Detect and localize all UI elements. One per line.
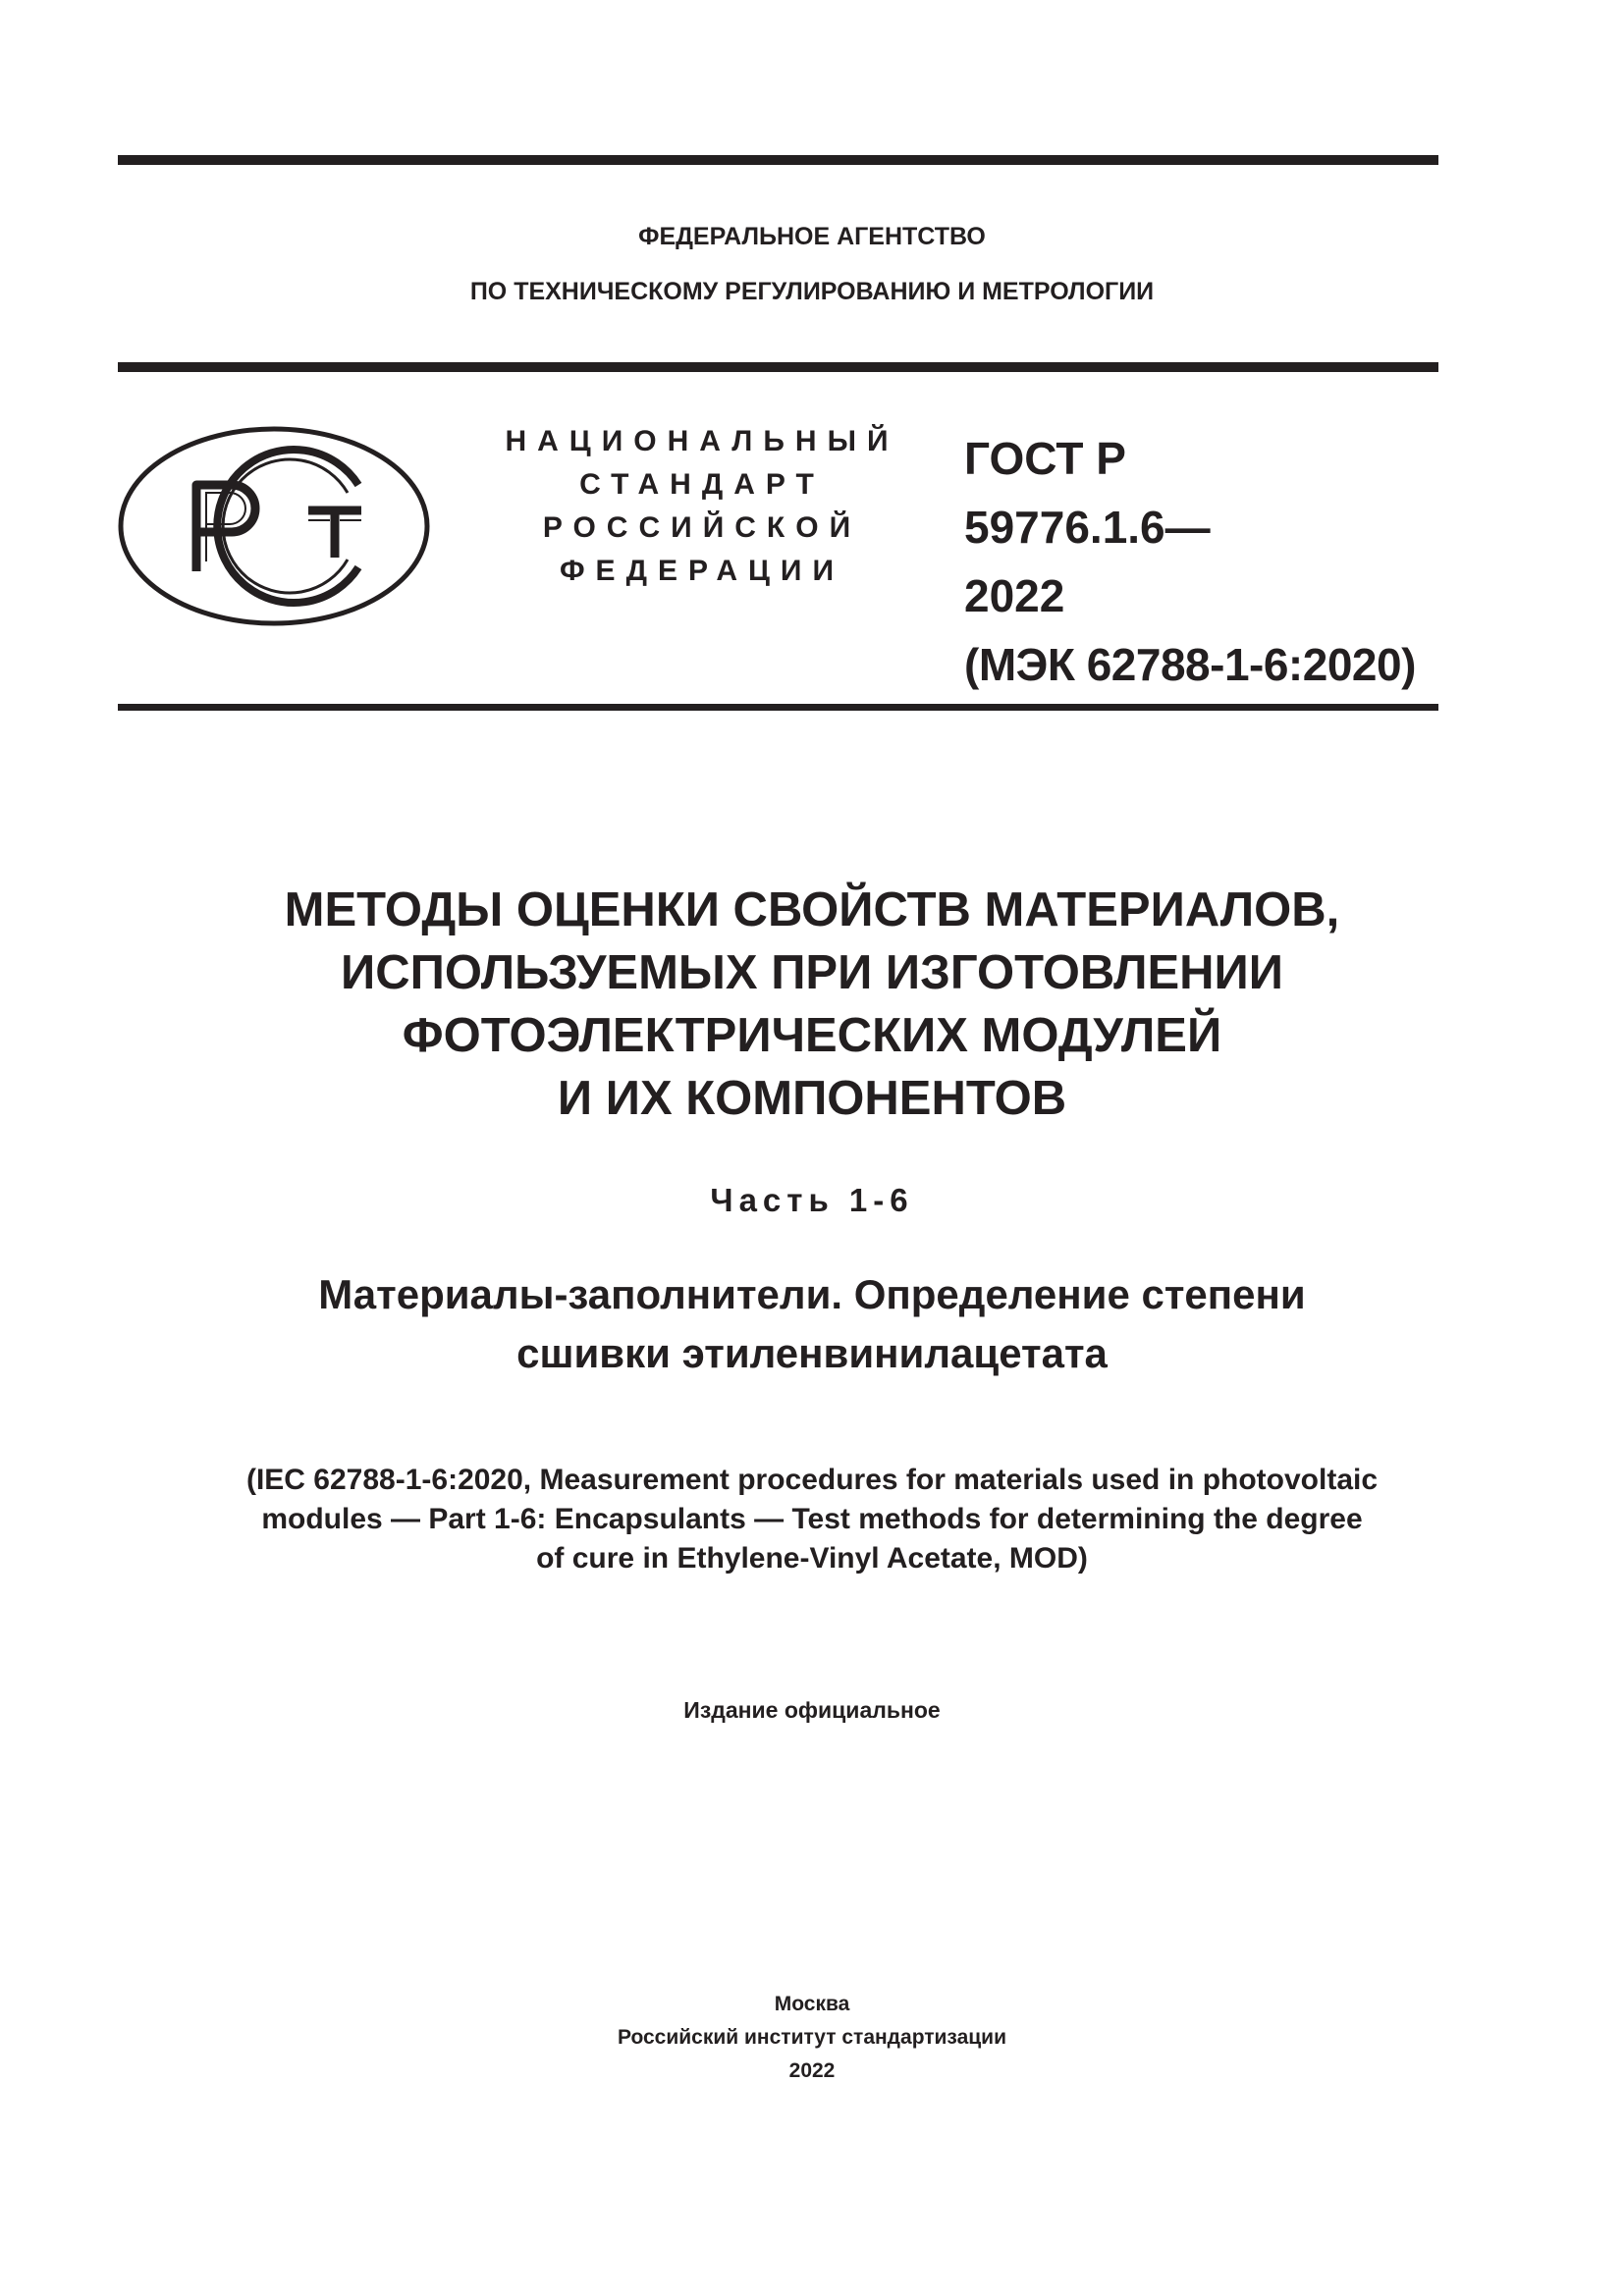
iec-line-2: modules — Part 1-6: Encapsulants — Test methods for determining the degree	[261, 1503, 1363, 1535]
national-line-2: СТАНДАРТ	[579, 468, 825, 501]
national-line-1: НАЦИОНАЛЬНЫЙ	[505, 425, 899, 457]
imprint-city: Москва	[774, 1993, 850, 2015]
national-line-4: ФЕДЕРАЦИИ	[559, 555, 845, 587]
gost-line-2: 59776.1.6—	[964, 502, 1211, 553]
part-label: Часть 1-6	[710, 1182, 914, 1218]
agency-line-1: ФЕДЕРАЛЬНОЕ АГЕНТСТВО	[638, 223, 986, 250]
iec-line-1: (IEC 62788-1-6:2020, Measurement procedures for materials used in photovoltaic	[245, 1464, 1379, 1496]
document-title	[0, 879, 1624, 1130]
iec-reference	[0, 1461, 1624, 1578]
national-line-3: РОССИЙСКОЙ	[542, 511, 862, 544]
iec-line-3: of cure in Ethylene-Vinyl Acetate, MOD)	[536, 1542, 1088, 1575]
title-line-3: ФОТОЭЛЕКТРИЧЕСКИХ МОДУЛЕЙ	[402, 1009, 1222, 1062]
gost-line-1: ГОСТ Р	[964, 433, 1126, 484]
imprint	[0, 1988, 1624, 2088]
header-rule	[118, 362, 1438, 372]
top-rule	[118, 155, 1438, 165]
rst-certification-mark-icon	[116, 424, 432, 628]
subtitle-line-2: сшивки этиленвинилацетата	[516, 1330, 1108, 1376]
title-line-4: И ИХ КОМПОНЕНТОВ	[557, 1072, 1067, 1125]
national-standard-label	[486, 420, 918, 593]
gost-line-4: (МЭК 62788-1-6:2020)	[964, 639, 1416, 690]
agency-header	[0, 209, 1624, 319]
imprint-publisher: Российский институт стандартизации	[617, 2026, 1007, 2049]
agency-line-2: ПО ТЕХНИЧЕСКОМУ РЕГУЛИРОВАНИЮ И МЕТРОЛОГИИ	[469, 278, 1155, 305]
document-subtitle	[0, 1265, 1624, 1383]
standard-block-rule	[118, 704, 1438, 711]
edition-label: Издание официальное	[683, 1697, 941, 1723]
subtitle-line-1: Материалы-заполнители. Определение степени	[318, 1271, 1306, 1317]
gost-line-3: 2022	[964, 570, 1065, 621]
title-line-2: ИСПОЛЬЗУЕМЫХ ПРИ ИЗГОТОВЛЕНИИ	[341, 946, 1283, 999]
gost-designation	[964, 424, 1416, 699]
imprint-year: 2022	[788, 2059, 836, 2082]
title-line-1: МЕТОДЫ ОЦЕНКИ СВОЙСТВ МАТЕРИАЛОВ,	[284, 883, 1340, 936]
